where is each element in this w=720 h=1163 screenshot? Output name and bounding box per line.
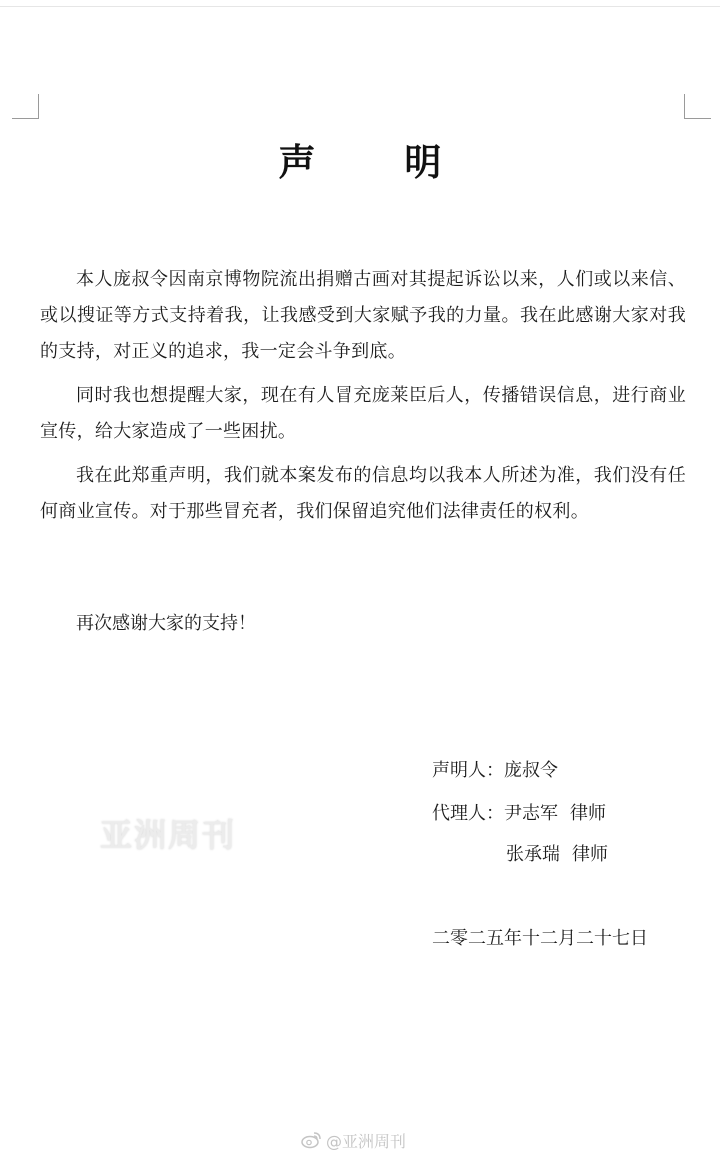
signature-date: 二零二五年十二月二十七日 xyxy=(432,928,648,949)
agent-label: 代理人： xyxy=(432,803,504,824)
agent-2-name: 张承瑞 xyxy=(506,844,560,865)
watermark: 亚洲周刊 xyxy=(100,816,237,854)
weibo-icon xyxy=(300,1131,322,1149)
margin-corner-top-right xyxy=(684,94,711,119)
agent-1-title: 律师 xyxy=(570,803,606,824)
document-title: 声 明 xyxy=(278,141,480,184)
margin-corner-top-left xyxy=(12,94,39,119)
document-body xyxy=(40,262,686,538)
paragraph-1: 本人庞叔令因南京博物院流出捐赠古画对其提起诉讼以来，人们或以来信、或以搜证等方式支持着我，让我感受到大家赋予我的力量。我在此感谢大家对我的支持，对正义的追求，我一定会斗争到底。 xyxy=(40,269,686,362)
signature-agent-2 xyxy=(506,840,608,870)
top-border xyxy=(0,6,720,7)
paragraph-2: 同时我也想提醒大家，现在有人冒充庞莱臣后人，传播错误信息，进行商业宣传，给大家造成了一些困扰。 xyxy=(40,385,686,442)
weibo-watermark xyxy=(300,1128,406,1152)
agent-2-title: 律师 xyxy=(572,844,608,865)
closing-thanks: 再次感谢大家的支持！ xyxy=(76,613,256,634)
paragraph-3: 我在此郑重声明，我们就本案发布的信息均以我本人所述为准，我们没有任何商业宣传。对于那些冒充者，我们保留追究他们法律责任的权利。 xyxy=(40,465,686,522)
signature-agent-1 xyxy=(432,799,606,829)
declarant-name: 庞叔令 xyxy=(504,760,558,781)
signature-declarant xyxy=(432,756,558,786)
declarant-label: 声明人： xyxy=(432,760,504,781)
agent-1-name: 尹志军 xyxy=(504,803,558,824)
weibo-handle: @亚洲周刊 xyxy=(326,1131,407,1151)
